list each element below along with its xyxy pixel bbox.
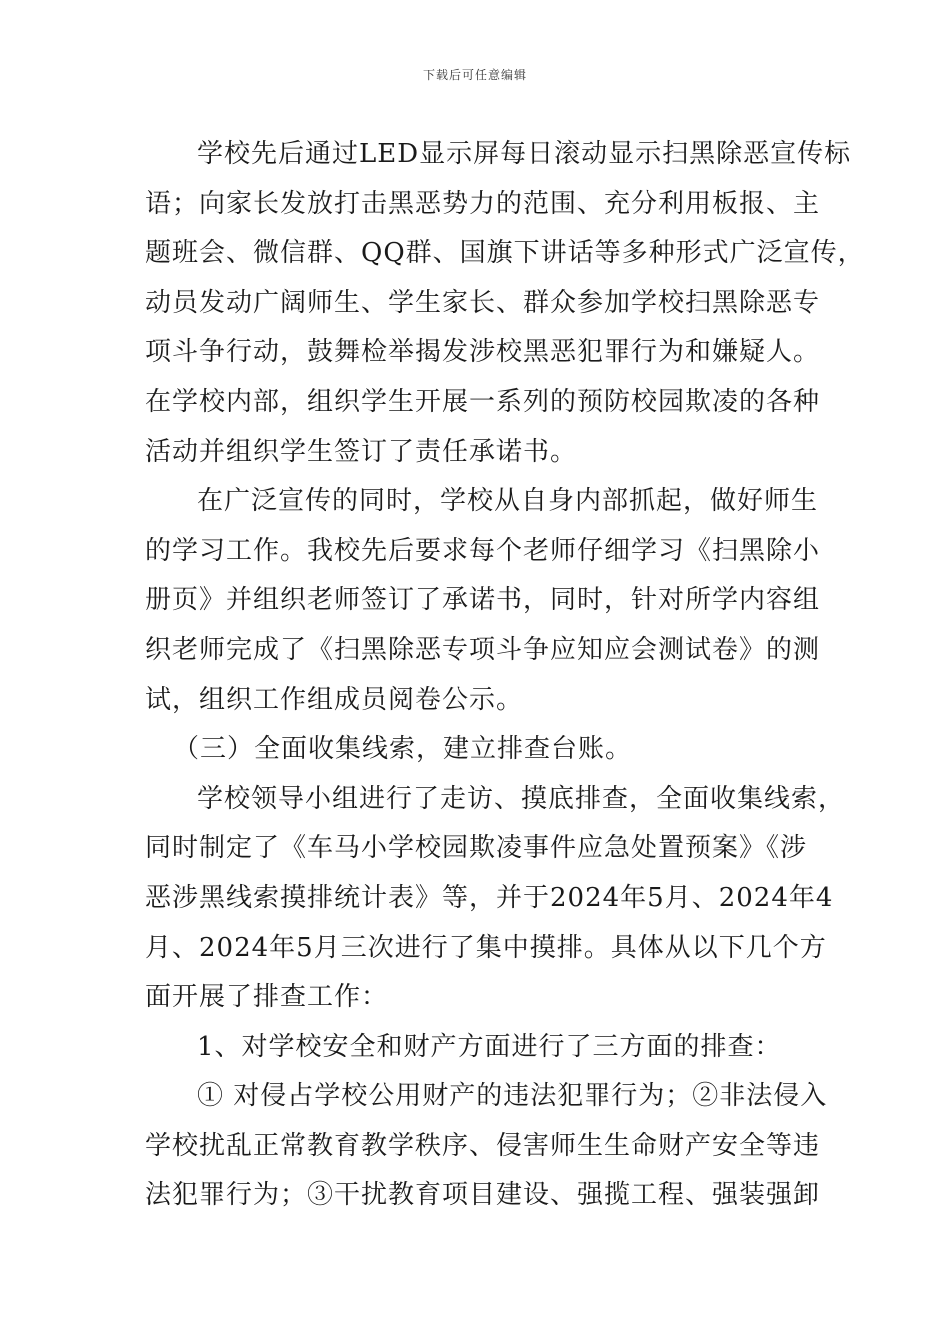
paragraph-line: 语；向家长发放打击黑恶势力的范围、充分利用板报、主 <box>145 188 821 219</box>
paragraph-line: 法犯罪行为；③干扰教育项目建设、强揽工程、强装强卸 <box>145 1180 821 1211</box>
paragraph-line: 学校领导小组进行了走访、摸底排查，全面收集线索， <box>197 783 846 814</box>
paragraph-line: 项斗争行动，鼓舞检举揭发涉校黑恶犯罪行为和嫌疑人。 <box>145 337 821 368</box>
header-note: 下载后可任意编辑 <box>422 68 527 82</box>
paragraph-line: 织老师完成了《扫黑除恶专项斗争应知应会测试卷》的测 <box>145 634 821 665</box>
paragraph-line: 的学习工作。我校先后要求每个老师仔细学习《扫黑除小 <box>145 535 821 566</box>
paragraph-line: 学校先后通过LED显示屏每日滚动显示扫黑除恶宣传标 <box>197 139 852 169</box>
body-text <box>145 130 865 1221</box>
paragraph-line: 恶涉黑线索摸排统计表》等，并于2024年5月、2024年4 <box>145 882 834 913</box>
paragraph-line: 动员发动广阔师生、学生家长、群众参加学校扫黑除恶专 <box>145 287 821 318</box>
paragraph-line: 学校扰乱正常教育教学秩序、侵害师生生命财产安全等违 <box>145 1130 821 1161</box>
paragraph-line: 试，组织工作组成员阅卷公示。 <box>145 684 524 715</box>
paragraph-line: 在学校内部，组织学生开展一系列的预防校园欺凌的各种 <box>145 386 821 417</box>
paragraph-line: 同时制定了《车马小学校园欺凌事件应急处置预案》《涉 <box>145 833 808 864</box>
paragraph-line: 册页》并组织老师签订了承诺书，同时，针对所学内容组 <box>145 585 821 616</box>
paragraph-line: 在广泛宣传的同时，学校从自身内部抓起，做好师生 <box>197 486 819 517</box>
section-heading: （三）全面收集线索，建立排查台账。 <box>173 734 633 765</box>
paragraph-line: 题班会、微信群、QQ群、国旗下讲话等多种形式广泛宣传， <box>145 238 865 269</box>
paragraph-line: ① 对侵占学校公用财产的违法犯罪行为；②非法侵入 <box>197 1081 828 1112</box>
paragraph-line: 活动并组织学生签订了责任承诺书。 <box>145 436 578 467</box>
paragraph-line: 面开展了排查工作： <box>145 982 389 1013</box>
list-item-heading: 1、对学校安全和财产方面进行了三方面的排查： <box>197 1031 782 1062</box>
paragraph-line: 月、2024年5月三次进行了集中摸排。具体从以下几个方 <box>145 932 827 963</box>
